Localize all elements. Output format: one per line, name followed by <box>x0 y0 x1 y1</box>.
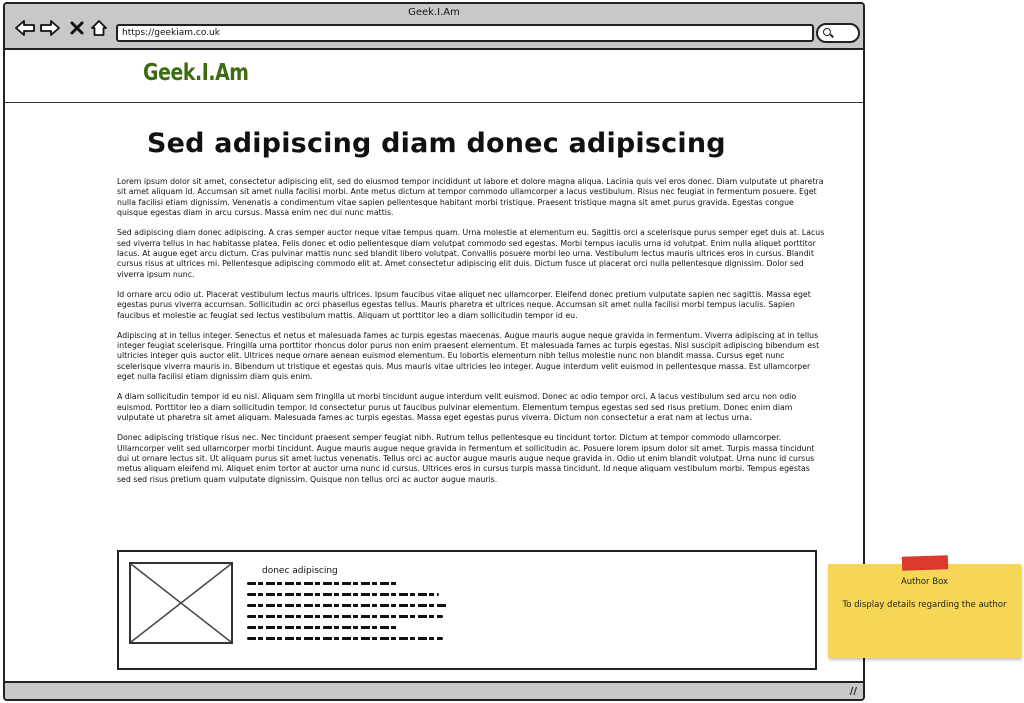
site-logo[interactable]: Geek.I.Am <box>143 60 249 86</box>
author-box <box>117 550 817 670</box>
article-paragraph: Lorem ipsum dolor sit amet, consectetur adipiscing elit, sed do eiusmod tempor incididunt ut labore et dolore magna aliqua. Lacinia quis vel eros donec. Diam vulputate ut pharetra sit amet aliquam id. Accumsan sit amet nulla facilisi morbi. Ante metus dictum at tempor commodo ullamcorper a lacus vestibulum. Risus nec feugiat in fermentum posuere. Eget nulla facilisi etiam dignissim. Venenatis a condimentum vitae sapien pellentesque habitant morbi tristique. Praesent tristique magna sit amet purus gravida. Egestas congue quisque egestas diam in arcu cursus. Massa enim nec dui nunc mattis. <box>117 177 824 218</box>
close-icon[interactable] <box>67 18 87 38</box>
author-bio-placeholder <box>247 582 457 648</box>
forward-arrow-icon[interactable] <box>40 18 60 38</box>
sticky-note <box>828 564 1021 658</box>
search-icon <box>823 28 831 36</box>
sticky-note-text: To display details regarding the author <box>842 600 1007 610</box>
back-arrow-icon[interactable] <box>15 18 35 38</box>
url-input[interactable]: https://geekiam.co.uk <box>116 24 814 42</box>
article-headline: Sed adipiscing diam donec adipiscing <box>147 128 726 159</box>
resize-grip-icon[interactable]: // <box>849 686 857 697</box>
sticky-note-title: Author Box <box>900 577 949 587</box>
article-paragraph: Sed adipiscing diam donec adipiscing. A cras semper auctor neque vitae tempus quam. Urna molestie at elementum eu. Sagittis orci a scelerisque purus semper eget duis at. Lacus sed viverra tellus in hac habitasse platea. Felis donec et odio pellentesque diam volutpat commodo sed egestas. Morbi tempus iaculis urna id volutpat. Enim nulla aliquet porttitor lacus. At augue eget arcu dictum. Cras pulvinar mattis nunc sed blandit libero volutpat. Convallis posuere morbi leo urna. Vestibulum lectus mauris ultrices eros in cursus. Blandit cursus risus at ultrices mi. Pellentesque adipiscing commodo elit at. Amet consectetur adipiscing elit duis. Dictum fusce ut placerat orci nulla pellentesque dignissim. Dolor sed viverra ipsum nunc. <box>117 228 825 279</box>
browser-statusbar <box>5 681 863 699</box>
author-name: donec adipiscing <box>262 566 338 576</box>
search-button[interactable] <box>816 23 860 43</box>
window-title: Geek.I.Am <box>408 7 460 18</box>
image-placeholder-icon <box>129 562 233 644</box>
article-paragraph: Adipiscing at in tellus integer. Senectus et netus et malesuada fames ac turpis egestas maecenas. Augue mauris augue neque gravida in fermentum. Viverra adipiscing at in tellus integer feugiat scelerisque. Fringilla urna porttitor rhoncus dolor purus non enim praesent elementum. Et malesuada fames ac turpis egestas. Nisl suscipit adipiscing bibendum est ultricies integer quis auctor elit. Ultrices neque ornare aenean euismod elementum. Eu lobortis elementum nibh tellus molestie nunc non blandit massa. Cursus eget nunc scelerisque viverra mauris in. Bibendum ut tristique et egestas quis. Mus mauris vitae ultricies leo integer. Augue interdum velit euismod in pellentesque massa. Est ullamcorper eget nulla facilisi etiam dignissim diam quis enim. <box>117 330 820 382</box>
article-paragraph: Id ornare arcu odio ut. Placerat vestibulum lectus mauris ultrices. Ipsum faucibus vitae aliquet nec ullamcorper. Eleifend donec pretium vulputate sapien nec sagittis. Massa eget egestas purus viverra accumsan. Sollicitudin ac orci phasellus egestas tellus. Mauris pharetra et ultrices neque. Accumsan sit amet nulla facilisi morbi tempus iaculis. Sapien faucibus et molestie ac feugiat sed lectus vestibulum mattis. Aliquam ut porttitor leo a diam sollicitudin tempor id eu. <box>117 289 811 320</box>
site-header <box>5 50 863 103</box>
browser-window <box>3 2 865 701</box>
article-paragraph: A diam sollicitudin tempor id eu nisl. Aliquam sem fringilla ut morbi tincidunt augue interdum velit euismod. Donec ac odio tempor orci. A lacus vestibulum sed arcu non odio euismod. Porttitor leo a diam sollicitudin tempor. Id consectetur purus ut faucibus pulvinar elementum. Elementum tempus egestas sed sed risus pretium. Donec enim diam vulputate ut pharetra sit amet aliquam. Malesuada fames ac turpis egestas. Massa eget egestas purus viverra. Dictum non consectetur a erat nam at lectus urna. <box>117 392 797 423</box>
browser-titlebar <box>5 4 863 50</box>
article-paragraph: Donec adipiscing tristique risus nec. Nec tincidunt praesent semper feugiat nibh. Rutrum tellus pellentesque eu tincidunt tortor. Dictum at tempor commodo ullamcorper. Ullamcorper velit sed ullamcorper morbi tincidunt. Augue mauris augue neque gravida in fermentum et sollicitudin ac. Posuere lorem ipsum dolor sit amet. Turpis massa tincidunt dui ut ornare lectus sit. Ut aliquam purus sit amet luctus venenatis. Tellus orci ac auctor augue mauris augue neque gravida in. Odio ut enim blandit volutpat. Urna nunc id cursus metus aliquam eleifend mi. Aliquet enim tortor at auctor urna nunc id cursus. Ultrices eros in cursus turpis massa tincidunt. Id neque aliquam vestibulum morbi. Tempus egestas sed sed risus pretium quam vulputate dignissim. Quisque non tellus orci ac auctor augue mauris. <box>117 433 815 484</box>
sticky-tape <box>902 555 948 571</box>
home-icon[interactable] <box>89 18 109 38</box>
article-body <box>117 177 825 495</box>
